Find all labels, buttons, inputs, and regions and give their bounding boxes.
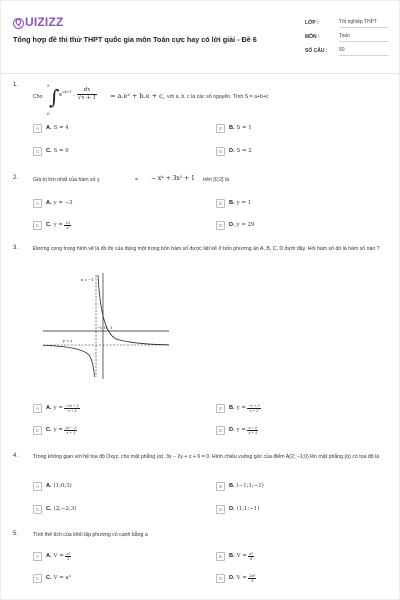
option-text: (1;0;3) xyxy=(53,483,72,489)
option-text: (1;1;−1) xyxy=(236,506,260,512)
option-d[interactable] xyxy=(216,220,254,230)
question-number: 4. xyxy=(13,453,19,459)
vertical-asymptote-label: x = −1 xyxy=(81,278,94,282)
y-tick-label: −1 xyxy=(97,326,103,330)
option-box: A xyxy=(33,124,42,133)
option-letter: C. xyxy=(46,427,52,433)
option-letter: D. xyxy=(229,427,235,433)
option-box: B xyxy=(216,124,225,133)
fraction-denominator: 3 xyxy=(251,577,254,583)
option-d[interactable] xyxy=(216,504,259,514)
option-box: D xyxy=(216,574,225,583)
option-a[interactable] xyxy=(33,123,69,133)
fraction-numerator: −2x + 2 xyxy=(65,402,79,408)
option-letter: B. xyxy=(229,125,235,131)
option-text: S = 0 xyxy=(53,148,69,154)
option-box: C xyxy=(33,574,42,583)
option-box: C xyxy=(33,426,42,435)
integral-upper: 5 xyxy=(47,83,50,88)
option-fraction xyxy=(248,552,254,561)
meta-value: Tốt nghiệp THPT xyxy=(339,18,389,28)
graph-left-branch xyxy=(43,345,95,377)
option-c[interactable] xyxy=(33,573,71,583)
fraction-denominator: 3 xyxy=(66,555,70,561)
question-text: Trong không gian với hệ tọa độ Oxyz, cho mặt phẳng (α): 3x − 2y + z + 6 = 0. Hình chiếu vuông góc của điểm A(2; −1;0) lên mặt phẳng (α) có tọa độ là xyxy=(33,454,380,460)
option-a[interactable] xyxy=(33,551,71,561)
option-d[interactable] xyxy=(216,146,252,156)
option-letter: B. xyxy=(229,553,235,559)
question-number: 1. xyxy=(13,82,19,88)
option-letter: C. xyxy=(46,148,52,154)
option-c[interactable] xyxy=(33,504,76,514)
option-text: y = xyxy=(236,427,246,433)
option-c[interactable] xyxy=(33,220,71,230)
meta-value: 50 xyxy=(339,46,389,56)
option-text: S = 4 xyxy=(53,125,69,131)
x-tick-label: 1 xyxy=(110,326,113,330)
fraction-numerator: a³ xyxy=(66,550,70,556)
option-text: y = −3 xyxy=(53,200,73,206)
option-letter: C. xyxy=(46,506,52,512)
question-number: 5. xyxy=(13,531,19,537)
option-c[interactable] xyxy=(33,425,77,435)
function-graph xyxy=(41,271,171,381)
option-letter: D. xyxy=(229,148,235,154)
fraction-denominator: x + 2 xyxy=(249,407,259,413)
option-text: y = xyxy=(53,222,63,228)
option-letter: D. xyxy=(229,575,235,581)
option-box: D xyxy=(216,426,225,435)
integrand-fraction: $\frac{dx}{√x + 1}$ xyxy=(77,87,97,101)
fraction-denominator: x + 1 xyxy=(66,429,76,435)
fraction-numerator: 13 xyxy=(65,219,70,225)
option-b[interactable] xyxy=(216,123,252,133)
option-fraction xyxy=(247,426,258,435)
option-fraction xyxy=(64,426,77,435)
option-box: A xyxy=(33,552,42,561)
question-text: Giá trị lớn nhất của hàm số y xyxy=(33,177,100,183)
option-b[interactable] xyxy=(216,481,264,491)
option-a[interactable] xyxy=(33,481,72,491)
question-equals: = xyxy=(135,177,139,183)
option-text: y = 1 xyxy=(236,200,252,206)
fraction-denominator: x + 1 xyxy=(248,429,258,435)
question-number: 3. xyxy=(13,245,19,251)
option-letter: D. xyxy=(229,506,235,512)
option-letter: A. xyxy=(46,553,52,559)
option-box: B xyxy=(216,552,225,561)
option-fraction xyxy=(65,552,71,561)
question-text-after: trên [0;2] là xyxy=(203,177,229,183)
meta-subject-row xyxy=(305,30,389,44)
option-text: S = 2 xyxy=(236,148,252,154)
integral-sign-icon: ∫ xyxy=(49,85,60,109)
header-divider xyxy=(1,73,400,74)
option-box: A xyxy=(33,482,42,491)
fraction-denominator: x + 1 xyxy=(67,407,77,413)
horizontal-asymptote-label: y = 2 xyxy=(63,339,73,343)
question-text: với a, b, c là các số nguyên. Tính S = a+b+c xyxy=(167,94,269,100)
option-text: y = xyxy=(53,427,63,433)
fraction-numerator: a³ xyxy=(249,550,253,556)
option-box: B xyxy=(216,199,225,208)
option-letter: B. xyxy=(229,483,235,489)
meta-label: LỚP : xyxy=(305,20,319,26)
fraction-denominator: 4 xyxy=(66,224,69,230)
option-a[interactable] xyxy=(33,198,73,208)
option-b[interactable] xyxy=(216,403,261,413)
option-fraction xyxy=(64,404,79,413)
meta-count-row xyxy=(305,44,389,58)
option-letter: A. xyxy=(46,405,52,411)
option-text: S = 1 xyxy=(236,125,252,131)
option-text: y = xyxy=(236,405,246,411)
option-letter: B. xyxy=(229,200,235,206)
option-box: C xyxy=(33,505,42,514)
option-box: C xyxy=(33,221,42,230)
option-text: y = 29 xyxy=(236,222,255,228)
option-box: D xyxy=(216,147,225,156)
meta-label: SỐ CÂU : xyxy=(305,48,328,54)
origin-label: O xyxy=(104,326,107,330)
option-box: D xyxy=(216,221,225,230)
option-b[interactable] xyxy=(216,198,251,208)
worksheet-header xyxy=(13,13,389,63)
worksheet-meta xyxy=(305,16,389,58)
question-number: 2. xyxy=(13,175,19,181)
graph-right-branch xyxy=(98,275,169,345)
fraction-numerator: 2a³ xyxy=(249,572,256,578)
option-d[interactable] xyxy=(216,573,256,583)
option-text: (2;−2;3) xyxy=(53,506,77,512)
option-text: V = xyxy=(236,575,247,581)
option-b[interactable] xyxy=(216,551,254,561)
option-text: (−1;1;−1) xyxy=(236,483,264,489)
option-text: V = a³ xyxy=(53,575,71,581)
option-box: B xyxy=(216,404,225,413)
fraction-numerator: 2x − 2 xyxy=(65,424,77,430)
meta-value: Toán xyxy=(339,32,389,42)
fraction-numerator: x − 2 xyxy=(248,424,258,430)
option-text: y = xyxy=(53,405,63,411)
option-c[interactable] xyxy=(33,146,69,156)
option-letter: A. xyxy=(46,483,52,489)
logo-q-icon: Q xyxy=(13,18,24,29)
question-formula: − x⁴ + 3x² + 1 xyxy=(151,175,195,182)
quizizz-logo: Q UIZIZZ xyxy=(13,15,64,29)
option-box: A xyxy=(33,199,42,208)
fraction-numerator: −x + 2 xyxy=(248,402,260,408)
option-letter: D. xyxy=(229,222,235,228)
integral-lower: 0 xyxy=(47,111,50,116)
option-letter: B. xyxy=(229,405,235,411)
option-letter: A. xyxy=(46,200,52,206)
option-d[interactable] xyxy=(216,425,258,435)
option-text: V = xyxy=(236,553,247,559)
option-fraction xyxy=(248,574,256,583)
worksheet-title: Tổng hợp đề thi thử THPT quốc gia môn Toán cực hay có lời giải - Đề 6 xyxy=(13,35,257,44)
option-letter: C. xyxy=(46,222,52,228)
option-fraction xyxy=(64,221,70,230)
option-box: B xyxy=(216,482,225,491)
option-letter: C. xyxy=(46,575,52,581)
option-fraction xyxy=(247,404,260,413)
question-text: Tính thể tích của khối lập phương có cạnh bằng a xyxy=(33,532,148,538)
integral-equals: = a.e² + b.e + c, xyxy=(110,92,165,100)
option-box: C xyxy=(33,147,42,156)
meta-class-row xyxy=(305,16,389,30)
option-text: V = xyxy=(53,553,64,559)
option-box: D xyxy=(216,505,225,514)
option-box: A xyxy=(33,404,42,413)
question-prefix: Cho xyxy=(33,94,43,100)
fraction-denominator: 6 xyxy=(249,555,253,561)
option-a[interactable] xyxy=(33,403,80,413)
meta-label: MÔN : xyxy=(305,34,320,40)
integrand: $e^{√x+1}$ . $\frac{dx}{√x + 1}$ xyxy=(59,87,97,101)
question-text: Đường cong trong hình vẽ là đồ thị của đúng một trong bốn hàm số được liệt kê ở bốn phương án A, B, C, D dưới đây. Hỏi hàm số đó là hàm số nào ? xyxy=(33,246,380,252)
option-letter: A. xyxy=(46,125,52,131)
